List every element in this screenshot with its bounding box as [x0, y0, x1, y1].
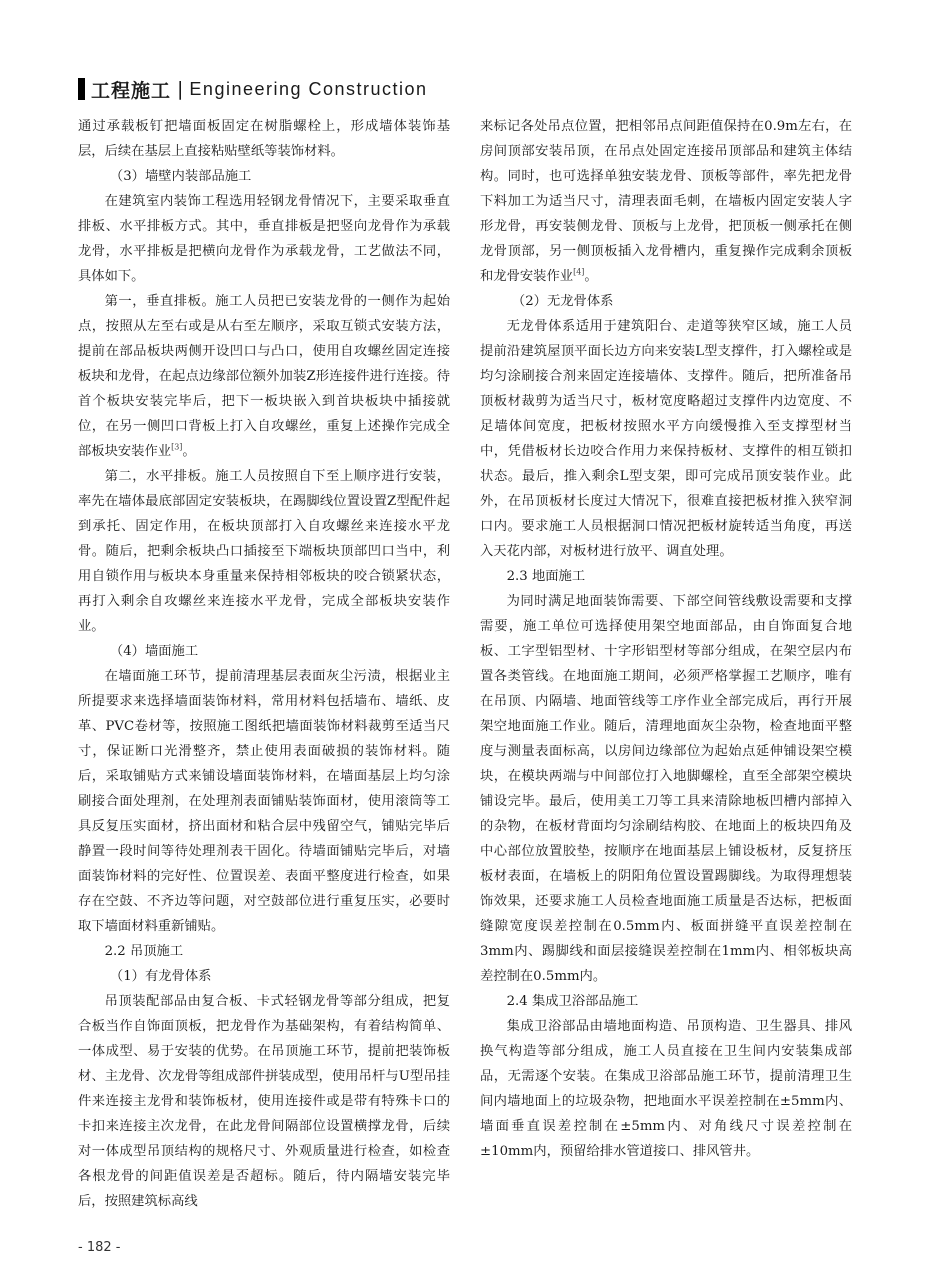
section-heading-bathroom: 2.4 集成卫浴部品施工: [506, 994, 639, 1009]
left-column: [78, 114, 450, 1214]
subheading-wall-interior-parts: （3）墙壁内装部品施工: [109, 169, 252, 184]
subheading-wall-construction: （4）墙面施工: [109, 644, 199, 659]
paragraph: 为同时满足地面装饰需要、下部空间管线敷设需要和支撑需要，施工单位可选择使用架空地面部品，由自饰面复合地板、工字型铝型材、十字形铝型材等部分组成，在架空层内布置各类管线。在地面施工期间，必须严格掌握工艺顺序，唯有在吊顶、内隔墙、地面管线等工序作业全部完成后，再行开展架空地面施工作业。随后，清理地面灰尘杂物，检查地面平整度与测量表面标高，以房间边缘部位为起始点延伸铺设架空模块，在模块两端与中间部位打入地脚螺栓，直至全部架空模块铺设完毕。最后，使用美工刀等工具来清除地板凹槽内部掉入的杂物，在板材背面均匀涂刷结构胶、在地面上的板块四角及中心部位放置胶垫，按顺序在地面基层上铺设板材，反复挤压板材表面，在墙板上的阴阳角位置设置踢脚线。为取得理想装饰效果，还要求施工人员检查地面施工质量是否达标，把板面缝隙宽度误差控制在0.5mm内、板面拼缝平直误差控制在3mm内、踢脚线和面层接缝误差控制在1mm内、相邻板块高差控制在0.5mm内。: [480, 594, 852, 984]
header-bar-mark: [78, 78, 85, 100]
paragraph-end: 。: [584, 269, 598, 284]
journal-header: [78, 76, 428, 102]
section-heading-floor: 2.3 地面施工: [506, 569, 586, 584]
section-heading-ceiling: 2.2 吊顶施工: [104, 944, 184, 959]
subheading-keelless-system: （2）无龙骨体系: [511, 294, 614, 309]
paragraph-continuation: 通过承载板钉把墙面板固定在树脂螺栓上，形成墙体装饰基层，后续在基层上直接粘贴壁纸等装饰材料。: [78, 119, 450, 159]
page-number: - 182 -: [78, 1240, 121, 1255]
paragraph-horizontal-layout: 第二，水平排板。施工人员按照自下至上顺序进行安装，率先在墙体最底部固定安装板块，在踢脚线位置设置Z型配件起到承托、固定作用，在板块顶部打入自攻螺丝来连接水平龙骨。随后，把剩余板块凸口插接至下端板块顶部凹口当中，利用自锁作用与板块本身重量来保持相邻板块的咬合锁紧状态，再打入剩余自攻螺丝来连接水平龙骨，完成全部板块安装作业。: [78, 469, 450, 634]
paragraph: 无龙骨体系适用于建筑阳台、走道等狭窄区域，施工人员提前沿建筑屋顶平面长边方向来安装L型支撑件，打入螺栓或是均匀涂刷接合剂来固定连接墙体、支撑件。随后，把所准备吊顶板材裁剪为适当尺寸，板材宽度略超过支撑件内边宽度、不足墙体间宽度，把板材按照水平方向缓慢推入至支撑型材当中，凭借板材长边咬合作用力来保持板材、支撑件的相互锁扣状态。最后，推入剩余L型支架，即可完成吊顶安装作业。此外，在吊顶板材长度过大情况下，很难直接把板材推入狭窄洞口内。要求施工人员根据洞口情况把板材旋转适当角度，再送入天花内部，对板材进行放平、调直处理。: [480, 319, 852, 559]
right-column: [480, 114, 852, 1164]
citation-ref: [3]: [171, 442, 183, 452]
header-title-cn: 工程施工: [91, 79, 172, 102]
header-title-en: Engineering Construction: [189, 78, 428, 99]
paragraph-vertical-layout: [78, 289, 450, 464]
paragraph-end: 。: [182, 444, 196, 459]
paragraph: 在建筑室内装饰工程选用轻钢龙骨情况下，主要采取垂直排板、水平排板方式。其中，垂直排板是把竖向龙骨作为承载龙骨，水平排板是把横向龙骨作为承载龙骨，工艺做法不同，具体如下。: [78, 194, 450, 284]
citation-ref: [4]: [573, 267, 585, 277]
paragraph-continuation: [480, 114, 852, 289]
header-separator: |: [177, 78, 184, 100]
paragraph: 吊顶装配部品由复合板、卡式轻钢龙骨等部分组成，把复合板当作自饰面顶板，把龙骨作为基础架构，有着结构简单、一体成型、易于安装的优势。在吊顶施工环节，提前把装饰板材、主龙骨、次龙骨等组成部件拼装成型，使用吊杆与U型吊挂件来连接主龙骨和装饰板材，使用连接件或是带有特殊卡口的卡扣来连接主次龙骨，在此龙骨间隔部位设置横撑龙骨，后续对一体成型吊顶结构的规格尺寸、外观质量进行检查，如检查各根龙骨的间距值误差是否超标。随后，待内隔墙安装完毕后，按照建筑标高线: [78, 994, 450, 1209]
paragraph: 集成卫浴部品由墙地面构造、吊顶构造、卫生器具、排风换气构造等部分组成，施工人员直接在卫生间内安装集成部品，无需逐个安装。在集成卫浴部品施工环节，提前清理卫生间内墙地面上的垃圾杂物，把地面水平误差控制在±5mm内、墙面垂直误差控制在±5mm内、对角线尺寸误差控制在±10mm内，预留给排水管道接口、排风管井。: [480, 1019, 852, 1159]
paragraph: 在墙面施工环节，提前清理基层表面灰尘污渍，根据业主所提要求来选择墙面装饰材料，常用材料包括墙布、墙纸、皮革、PVC卷材等，按照施工图纸把墙面装饰材料裁剪至适当尺寸，保证断口光滑整齐，禁止使用表面破损的装饰材料。随后，采取铺贴方式来铺设墙面装饰材料，在墙面基层上均匀涂刷接合面处理剂，在处理剂表面铺贴装饰面材，使用滚筒等工具反复压实面材，挤出面材和粘合层中残留空气，铺贴完毕后静置一段时间等待处理剂表干固化。待墙面铺贴完毕后，对墙面装饰材料的完好性、位置误差、表面平整度进行检查，如果存在空鼓、不齐边等问题，对空鼓部位进行重复压实，必要时取下墙面材料重新铺贴。: [78, 669, 450, 934]
subheading-keel-system: （1）有龙骨体系: [109, 969, 212, 984]
paragraph-text: 第一，垂直排板。施工人员把已安装龙骨的一侧作为起始点，按照从左至右或是从右至左顺序，采取互锁式安装方法，提前在部品板块两侧开设凹口与凸口，使用自攻螺丝固定连接板块和龙骨，在起点边缘部位额外加装Z形连接件进行连接。待首个板块安装完毕后，把下一板块嵌入到首块板块中插接就位，在另一侧凹口背板上打入自攻螺丝，重复上述操作完成全部板块安装作业: [78, 294, 450, 459]
paragraph-text: 来标记各处吊点位置，把相邻吊点间距值保持在0.9m左右，在房间顶部安装吊顶，在吊点处固定连接吊顶部品和建筑主体结构。同时，也可选择单独安装龙骨、顶板等部件，率先把龙骨下料加工为适当尺寸，清理表面毛刺，在墙板内固定安装人字形龙骨，再安装侧龙骨、顶板与上龙骨，把顶板一侧承托在侧龙骨顶部，另一侧顶板插入龙骨槽内，重复操作完成剩余顶板和龙骨安装作业: [480, 119, 852, 284]
